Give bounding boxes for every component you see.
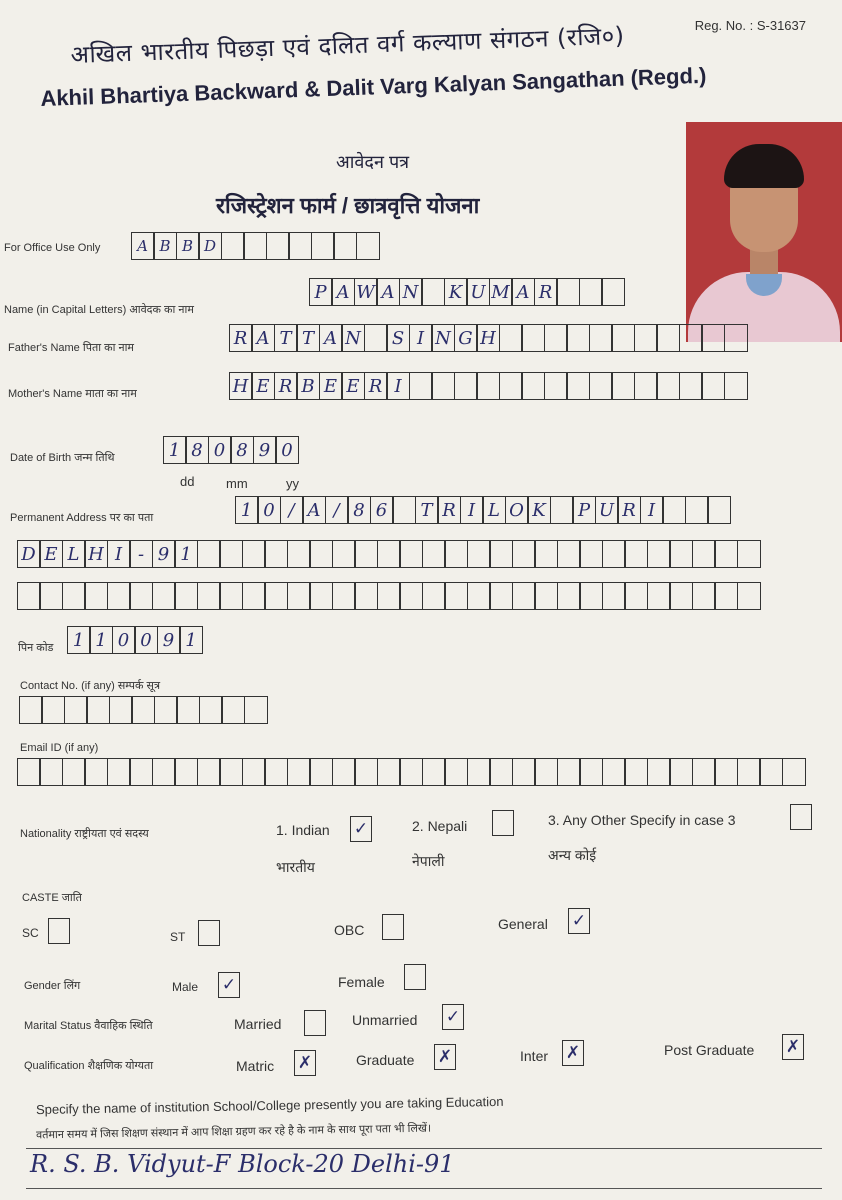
nationality-indian-checkbox[interactable]: ✓ bbox=[350, 816, 372, 842]
father-name-char-box[interactable] bbox=[521, 324, 545, 352]
office-use-char-box[interactable] bbox=[356, 232, 380, 260]
office-use-char-box[interactable] bbox=[288, 232, 312, 260]
name-char-box[interactable]: M bbox=[489, 278, 513, 306]
dob-unit-yy: yy bbox=[286, 476, 299, 491]
address-line2-char-box[interactable] bbox=[669, 540, 693, 568]
pin-char-box[interactable]: 9 bbox=[157, 626, 181, 654]
address-line1-char-box[interactable]: A bbox=[302, 496, 326, 524]
father-name-char-box[interactable]: N bbox=[431, 324, 455, 352]
email-char-box[interactable] bbox=[62, 758, 86, 786]
dob-char-box[interactable]: 8 bbox=[185, 436, 209, 464]
mother-name-label: Mother's Name माता का नाम bbox=[8, 388, 137, 400]
organization-name-english: Akhil Bhartiya Backward & Dalit Varg Kalyan Sangathan (Regd.) bbox=[40, 62, 707, 111]
father-name-char-box[interactable] bbox=[634, 324, 658, 352]
caste-st-checkbox[interactable] bbox=[198, 920, 220, 946]
email-char-box[interactable] bbox=[624, 758, 648, 786]
father-name-char-box[interactable]: H bbox=[476, 324, 500, 352]
email-char-box[interactable] bbox=[557, 758, 581, 786]
gender-female-label: Female bbox=[338, 974, 385, 990]
address-line3-char-box[interactable] bbox=[332, 582, 356, 610]
address-line2-char-box[interactable] bbox=[197, 540, 221, 568]
name-char-box[interactable]: U bbox=[466, 278, 490, 306]
caste-general-checkbox[interactable]: ✓ bbox=[568, 908, 590, 934]
address-line3-char-box[interactable] bbox=[534, 582, 558, 610]
email-char-box[interactable] bbox=[444, 758, 468, 786]
address-line1-char-box[interactable] bbox=[392, 496, 416, 524]
father-name-char-box[interactable]: I bbox=[409, 324, 433, 352]
name-char-box[interactable]: A bbox=[331, 278, 355, 306]
name-char-box[interactable]: N bbox=[399, 278, 423, 306]
registration-number: Reg. No. : S-31637 bbox=[694, 18, 806, 33]
mother-name-char-box[interactable] bbox=[521, 372, 545, 400]
mother-name-char-box[interactable] bbox=[409, 372, 433, 400]
name-char-box[interactable]: A bbox=[376, 278, 400, 306]
nationality-other-hindi: अन्य कोई bbox=[548, 847, 597, 863]
contact-char-box[interactable] bbox=[64, 696, 88, 724]
address-line3-char-box[interactable] bbox=[174, 582, 198, 610]
father-name-label: Father's Name पिता का नाम bbox=[8, 342, 135, 354]
office-use-char-box[interactable]: A bbox=[131, 232, 155, 260]
contact-char-box[interactable] bbox=[131, 696, 155, 724]
dob-char-box[interactable]: 0 bbox=[275, 436, 299, 464]
address-line2-char-box[interactable] bbox=[534, 540, 558, 568]
name-boxes[interactable] bbox=[310, 278, 625, 306]
address-line1-char-box[interactable]: P bbox=[572, 496, 596, 524]
mother-name-char-box[interactable] bbox=[611, 372, 635, 400]
address-line1-char-box[interactable] bbox=[685, 496, 709, 524]
address-line3-char-box[interactable] bbox=[399, 582, 423, 610]
father-name-char-box[interactable] bbox=[611, 324, 635, 352]
applicant-photo bbox=[686, 122, 842, 342]
address-line3-char-box[interactable] bbox=[287, 582, 311, 610]
email-char-box[interactable] bbox=[489, 758, 513, 786]
office-use-char-box[interactable]: D bbox=[198, 232, 222, 260]
address-line2-char-box[interactable] bbox=[219, 540, 243, 568]
address-line2-char-box[interactable]: L bbox=[62, 540, 86, 568]
address-line2-boxes[interactable] bbox=[18, 540, 761, 568]
pin-char-box[interactable]: 1 bbox=[179, 626, 203, 654]
form-title: आवेदन पत्र bbox=[336, 152, 410, 172]
address-line1-char-box[interactable]: O bbox=[505, 496, 529, 524]
address-line3-char-box[interactable] bbox=[264, 582, 288, 610]
name-char-box[interactable]: W bbox=[354, 278, 378, 306]
address-line2-char-box[interactable] bbox=[354, 540, 378, 568]
contact-boxes[interactable] bbox=[20, 696, 268, 724]
address-line3-char-box[interactable] bbox=[647, 582, 671, 610]
mother-name-char-box[interactable] bbox=[701, 372, 725, 400]
pin-char-box[interactable]: 0 bbox=[134, 626, 158, 654]
address-line3-char-box[interactable] bbox=[512, 582, 536, 610]
address-line3-char-box[interactable] bbox=[197, 582, 221, 610]
mother-name-char-box[interactable] bbox=[454, 372, 478, 400]
address-line3-char-box[interactable] bbox=[624, 582, 648, 610]
address-line3-char-box[interactable] bbox=[669, 582, 693, 610]
address-line2-char-box[interactable]: I bbox=[107, 540, 131, 568]
father-name-char-box[interactable] bbox=[724, 324, 748, 352]
mother-name-char-box[interactable] bbox=[499, 372, 523, 400]
name-char-box[interactable] bbox=[601, 278, 625, 306]
dob-unit-mm: mm bbox=[226, 476, 248, 491]
mother-name-char-box[interactable] bbox=[431, 372, 455, 400]
qualification-label: Qualification शैक्षणिक योग्यता bbox=[24, 1060, 154, 1072]
email-char-box[interactable] bbox=[399, 758, 423, 786]
address-line2-char-box[interactable]: 1 bbox=[174, 540, 198, 568]
address-line1-char-box[interactable]: / bbox=[280, 496, 304, 524]
email-char-box[interactable] bbox=[287, 758, 311, 786]
email-char-box[interactable] bbox=[107, 758, 131, 786]
gender-female-checkbox[interactable] bbox=[404, 964, 426, 990]
caste-obc-checkbox[interactable] bbox=[382, 914, 404, 940]
contact-char-box[interactable] bbox=[176, 696, 200, 724]
caste-label: CASTE जाति bbox=[22, 892, 82, 904]
nationality-nepali-hindi: नेपाली bbox=[412, 853, 445, 869]
address-line1-char-box[interactable]: I bbox=[640, 496, 664, 524]
dob-boxes[interactable] bbox=[164, 436, 299, 464]
address-line3-char-box[interactable] bbox=[309, 582, 333, 610]
mother-name-char-box[interactable] bbox=[679, 372, 703, 400]
address-line2-char-box[interactable] bbox=[467, 540, 491, 568]
office-use-char-box[interactable]: B bbox=[153, 232, 177, 260]
father-name-char-box[interactable] bbox=[544, 324, 568, 352]
caste-general-label: General bbox=[498, 916, 548, 932]
address-line3-char-box[interactable] bbox=[557, 582, 581, 610]
father-name-char-box[interactable]: A bbox=[319, 324, 343, 352]
address-line2-char-box[interactable] bbox=[647, 540, 671, 568]
email-char-box[interactable] bbox=[782, 758, 806, 786]
address-line3-char-box[interactable] bbox=[714, 582, 738, 610]
address-line1-char-box[interactable]: L bbox=[482, 496, 506, 524]
address-line3-char-box[interactable] bbox=[129, 582, 153, 610]
contact-char-box[interactable] bbox=[154, 696, 178, 724]
name-char-box[interactable]: P bbox=[309, 278, 333, 306]
office-use-char-box[interactable] bbox=[243, 232, 267, 260]
mother-name-boxes[interactable] bbox=[230, 372, 748, 400]
dob-char-box[interactable]: 0 bbox=[208, 436, 232, 464]
office-use-char-box[interactable]: B bbox=[176, 232, 200, 260]
address-line2-char-box[interactable]: H bbox=[84, 540, 108, 568]
address-line2-char-box[interactable] bbox=[332, 540, 356, 568]
email-char-box[interactable] bbox=[579, 758, 603, 786]
dob-label: Date of Birth जन्म तिथि bbox=[10, 452, 115, 464]
father-name-char-box[interactable] bbox=[364, 324, 388, 352]
email-label: Email ID (if any) bbox=[20, 742, 99, 754]
address-line3-char-box[interactable] bbox=[84, 582, 108, 610]
caste-obc-label: OBC bbox=[334, 922, 365, 938]
email-char-box[interactable] bbox=[759, 758, 783, 786]
marital-status-label: Marital Status वैवाहिक स्थिति bbox=[24, 1020, 153, 1032]
email-char-box[interactable] bbox=[197, 758, 221, 786]
qualification-inter-checkbox[interactable]: ✗ bbox=[562, 1040, 584, 1066]
address-line2-char-box[interactable] bbox=[692, 540, 716, 568]
father-name-char-box[interactable]: T bbox=[274, 324, 298, 352]
address-line3-char-box[interactable] bbox=[467, 582, 491, 610]
contact-char-box[interactable] bbox=[109, 696, 133, 724]
address-line2-char-box[interactable] bbox=[377, 540, 401, 568]
address-line3-char-box[interactable] bbox=[107, 582, 131, 610]
address-line3-char-box[interactable] bbox=[579, 582, 603, 610]
name-char-box[interactable]: A bbox=[511, 278, 535, 306]
mother-name-char-box[interactable]: E bbox=[341, 372, 365, 400]
address-line1-char-box[interactable] bbox=[707, 496, 731, 524]
contact-char-box[interactable] bbox=[86, 696, 110, 724]
marital-married-checkbox[interactable] bbox=[304, 1010, 326, 1036]
email-char-box[interactable] bbox=[354, 758, 378, 786]
email-char-box[interactable] bbox=[84, 758, 108, 786]
address-line3-char-box[interactable] bbox=[17, 582, 41, 610]
mother-name-char-box[interactable] bbox=[544, 372, 568, 400]
address-line2-char-box[interactable] bbox=[422, 540, 446, 568]
father-name-char-box[interactable] bbox=[701, 324, 725, 352]
caste-sc-checkbox[interactable] bbox=[48, 918, 70, 944]
email-char-box[interactable] bbox=[242, 758, 266, 786]
pin-label: पिन कोड bbox=[18, 642, 54, 654]
address-line2-char-box[interactable] bbox=[309, 540, 333, 568]
address-line1-char-box[interactable]: T bbox=[415, 496, 439, 524]
email-char-box[interactable] bbox=[602, 758, 626, 786]
gender-male-label: Male bbox=[172, 980, 199, 994]
email-char-box[interactable] bbox=[512, 758, 536, 786]
father-name-char-box[interactable]: G bbox=[454, 324, 478, 352]
qualification-matric-checkbox[interactable]: ✗ bbox=[294, 1050, 316, 1076]
address-line1-char-box[interactable]: K bbox=[527, 496, 551, 524]
qualification-postgraduate-checkbox[interactable]: ✗ bbox=[782, 1034, 804, 1060]
name-char-box[interactable] bbox=[579, 278, 603, 306]
father-name-char-box[interactable] bbox=[566, 324, 590, 352]
address-line2-char-box[interactable] bbox=[714, 540, 738, 568]
address-line2-char-box[interactable] bbox=[489, 540, 513, 568]
contact-char-box[interactable] bbox=[221, 696, 245, 724]
address-line2-char-box[interactable] bbox=[579, 540, 603, 568]
nationality-other-checkbox[interactable] bbox=[790, 804, 812, 830]
office-use-char-box[interactable] bbox=[266, 232, 290, 260]
mother-name-char-box[interactable]: R bbox=[274, 372, 298, 400]
qualification-inter-label: Inter bbox=[520, 1048, 549, 1064]
address-line2-char-box[interactable]: D bbox=[17, 540, 41, 568]
institution-line-2 bbox=[26, 1188, 822, 1189]
contact-label: Contact No. (if any) सम्पर्क सूत्र bbox=[20, 680, 161, 692]
address-line3-char-box[interactable] bbox=[602, 582, 626, 610]
nationality-indian-label: 1. Indian bbox=[276, 822, 330, 838]
office-use-char-box[interactable] bbox=[333, 232, 357, 260]
mother-name-char-box[interactable]: E bbox=[251, 372, 275, 400]
marital-unmarried-checkbox[interactable]: ✓ bbox=[442, 1004, 464, 1030]
nationality-label: Nationality राष्ट्रीयता एवं सदस्य bbox=[20, 828, 149, 840]
address-line3-char-box[interactable] bbox=[444, 582, 468, 610]
nationality-indian-hindi: भारतीय bbox=[276, 859, 315, 875]
mother-name-char-box[interactable] bbox=[589, 372, 613, 400]
address-line1-char-box[interactable] bbox=[550, 496, 574, 524]
office-use-char-box[interactable] bbox=[311, 232, 335, 260]
contact-char-box[interactable] bbox=[41, 696, 65, 724]
pin-char-box[interactable]: 0 bbox=[112, 626, 136, 654]
mother-name-char-box[interactable] bbox=[476, 372, 500, 400]
address-label: Permanent Address पर का पता bbox=[10, 512, 154, 524]
institution-value[interactable]: R. S. B. Vidyut-F Block-20 Delhi-91 bbox=[30, 1150, 455, 1178]
pin-boxes[interactable] bbox=[68, 626, 203, 654]
address-line1-char-box[interactable]: U bbox=[595, 496, 619, 524]
email-char-box[interactable] bbox=[17, 758, 41, 786]
mother-name-char-box[interactable] bbox=[634, 372, 658, 400]
name-label: Name (in Capital Letters) आवेदक का नाम bbox=[4, 304, 194, 316]
mother-name-char-box[interactable] bbox=[566, 372, 590, 400]
office-use-label: For Office Use Only bbox=[4, 242, 101, 254]
address-line1-char-box[interactable]: R bbox=[437, 496, 461, 524]
email-char-box[interactable] bbox=[422, 758, 446, 786]
mother-name-char-box[interactable] bbox=[724, 372, 748, 400]
email-char-box[interactable] bbox=[692, 758, 716, 786]
qualification-graduate-label: Graduate bbox=[356, 1052, 415, 1068]
address-line2-char-box[interactable] bbox=[557, 540, 581, 568]
name-char-box[interactable] bbox=[556, 278, 580, 306]
office-use-char-box[interactable] bbox=[221, 232, 245, 260]
name-char-box[interactable]: K bbox=[444, 278, 468, 306]
email-char-box[interactable] bbox=[332, 758, 356, 786]
email-char-box[interactable] bbox=[647, 758, 671, 786]
address-line3-char-box[interactable] bbox=[737, 582, 761, 610]
address-line3-char-box[interactable] bbox=[152, 582, 176, 610]
organization-name-hindi: अखिल भारतीय पिछड़ा एवं दलित वर्ग कल्याण संगठन (रजि०) bbox=[70, 21, 626, 69]
dob-char-box[interactable]: 1 bbox=[163, 436, 187, 464]
address-line1-char-box[interactable]: 8 bbox=[347, 496, 371, 524]
father-name-char-box[interactable] bbox=[499, 324, 523, 352]
father-name-char-box[interactable]: N bbox=[341, 324, 365, 352]
gender-male-checkbox[interactable]: ✓ bbox=[218, 972, 240, 998]
address-line2-char-box[interactable]: E bbox=[39, 540, 63, 568]
gender-label: Gender लिंग bbox=[24, 980, 81, 992]
contact-char-box[interactable] bbox=[244, 696, 268, 724]
email-char-box[interactable] bbox=[309, 758, 333, 786]
email-char-box[interactable] bbox=[264, 758, 288, 786]
email-char-box[interactable] bbox=[174, 758, 198, 786]
father-name-char-box[interactable]: R bbox=[229, 324, 253, 352]
address-line2-char-box[interactable] bbox=[242, 540, 266, 568]
institution-prompt-hindi: वर्तमान समय में जिस शिक्षण संस्थान में आप शिक्षा ग्रहण कर रहे है के नाम के साथ पूरा पता भी लिखें। bbox=[35, 1122, 432, 1142]
father-name-boxes[interactable] bbox=[230, 324, 748, 352]
address-line1-char-box[interactable]: 0 bbox=[257, 496, 281, 524]
caste-st-label: ST bbox=[170, 930, 186, 944]
email-char-box[interactable] bbox=[377, 758, 401, 786]
address-line1-char-box[interactable]: 1 bbox=[235, 496, 259, 524]
address-line3-boxes[interactable] bbox=[18, 582, 761, 610]
mother-name-char-box[interactable]: R bbox=[364, 372, 388, 400]
qualification-matric-label: Matric bbox=[236, 1058, 275, 1074]
address-line1-char-box[interactable]: R bbox=[617, 496, 641, 524]
address-line2-char-box[interactable] bbox=[444, 540, 468, 568]
marital-married-label: Married bbox=[234, 1016, 282, 1032]
email-char-box[interactable] bbox=[669, 758, 693, 786]
email-boxes[interactable] bbox=[18, 758, 806, 786]
father-name-char-box[interactable] bbox=[589, 324, 613, 352]
dob-unit-dd: dd bbox=[180, 474, 195, 489]
address-line3-char-box[interactable] bbox=[219, 582, 243, 610]
email-char-box[interactable] bbox=[714, 758, 738, 786]
address-line3-char-box[interactable] bbox=[422, 582, 446, 610]
mother-name-char-box[interactable]: H bbox=[229, 372, 253, 400]
address-line3-char-box[interactable] bbox=[62, 582, 86, 610]
address-line3-char-box[interactable] bbox=[354, 582, 378, 610]
address-line3-char-box[interactable] bbox=[377, 582, 401, 610]
address-line3-char-box[interactable] bbox=[242, 582, 266, 610]
dob-char-box[interactable]: 9 bbox=[253, 436, 277, 464]
email-char-box[interactable] bbox=[129, 758, 153, 786]
address-line2-char-box[interactable] bbox=[602, 540, 626, 568]
institution-line-1 bbox=[26, 1148, 822, 1149]
email-char-box[interactable] bbox=[152, 758, 176, 786]
father-name-char-box[interactable]: A bbox=[251, 324, 275, 352]
father-name-char-box[interactable] bbox=[656, 324, 680, 352]
mother-name-char-box[interactable] bbox=[656, 372, 680, 400]
address-line2-char-box[interactable] bbox=[264, 540, 288, 568]
nationality-nepali-label: 2. Nepali bbox=[412, 818, 468, 834]
marital-unmarried-label: Unmarried bbox=[352, 1012, 418, 1028]
address-line1-char-box[interactable]: / bbox=[325, 496, 349, 524]
address-line2-char-box[interactable] bbox=[624, 540, 648, 568]
caste-sc-label: SC bbox=[22, 926, 39, 940]
father-name-char-box[interactable]: S bbox=[386, 324, 410, 352]
mother-name-char-box[interactable]: B bbox=[296, 372, 320, 400]
email-char-box[interactable] bbox=[737, 758, 761, 786]
nationality-nepali-checkbox[interactable] bbox=[492, 810, 514, 836]
email-char-box[interactable] bbox=[219, 758, 243, 786]
pin-char-box[interactable]: 1 bbox=[89, 626, 113, 654]
email-char-box[interactable] bbox=[39, 758, 63, 786]
address-line1-char-box[interactable]: 6 bbox=[370, 496, 394, 524]
mother-name-char-box[interactable]: I bbox=[386, 372, 410, 400]
nationality-other-label: 3. Any Other Specify in case 3 bbox=[548, 812, 736, 828]
dob-char-box[interactable]: 8 bbox=[230, 436, 254, 464]
address-line2-char-box[interactable]: - bbox=[129, 540, 153, 568]
father-name-char-box[interactable] bbox=[679, 324, 703, 352]
address-line2-char-box[interactable] bbox=[287, 540, 311, 568]
institution-prompt-english: Specify the name of institution School/College presently you are taking Education bbox=[35, 1093, 504, 1118]
office-use-boxes[interactable] bbox=[132, 232, 380, 260]
address-line3-char-box[interactable] bbox=[692, 582, 716, 610]
qualification-graduate-checkbox[interactable]: ✗ bbox=[434, 1044, 456, 1070]
qualification-postgraduate-label: Post Graduate bbox=[664, 1042, 755, 1058]
mother-name-char-box[interactable]: E bbox=[319, 372, 343, 400]
address-line1-char-box[interactable] bbox=[662, 496, 686, 524]
name-char-box[interactable]: R bbox=[534, 278, 558, 306]
father-name-char-box[interactable]: T bbox=[296, 324, 320, 352]
address-line1-char-box[interactable]: I bbox=[460, 496, 484, 524]
email-char-box[interactable] bbox=[534, 758, 558, 786]
address-line1-boxes[interactable] bbox=[236, 496, 731, 524]
contact-char-box[interactable] bbox=[199, 696, 223, 724]
pin-char-box[interactable]: 1 bbox=[67, 626, 91, 654]
address-line3-char-box[interactable] bbox=[489, 582, 513, 610]
address-line2-char-box[interactable] bbox=[399, 540, 423, 568]
form-subtitle: रजिस्ट्रेशन फार्म / छात्रवृत्ति योजना bbox=[216, 193, 480, 218]
name-char-box[interactable] bbox=[421, 278, 445, 306]
email-char-box[interactable] bbox=[467, 758, 491, 786]
address-line2-char-box[interactable] bbox=[737, 540, 761, 568]
address-line2-char-box[interactable]: 9 bbox=[152, 540, 176, 568]
contact-char-box[interactable] bbox=[19, 696, 43, 724]
address-line2-char-box[interactable] bbox=[512, 540, 536, 568]
address-line3-char-box[interactable] bbox=[39, 582, 63, 610]
